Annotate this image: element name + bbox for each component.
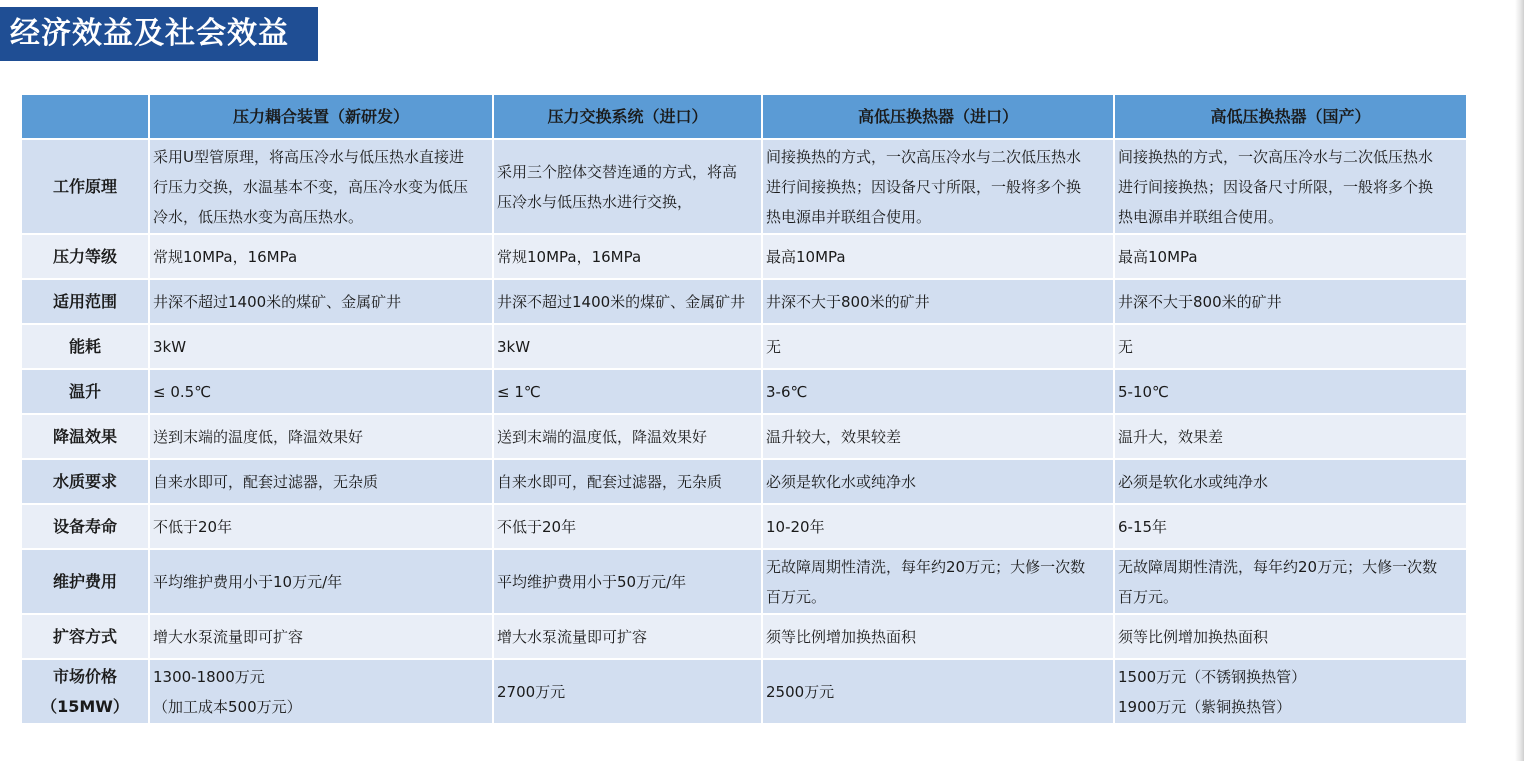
table-cell: [762, 614, 1114, 659]
table-row: [21, 659, 1467, 724]
cell-text-line: ≤ 1℃: [497, 382, 541, 401]
header-cell: 压力耦合装置（新研发）: [149, 94, 493, 139]
cell-text-line: （加工成本500万元）: [153, 697, 302, 716]
row-label-line: 维护费用: [52, 571, 117, 591]
table-row: [21, 459, 1467, 504]
table-cell: [493, 139, 762, 234]
table-cell: [1114, 369, 1467, 414]
cell-text-line: 冷水，低压热水变为高压热水。: [153, 207, 364, 226]
table-cell: [1114, 279, 1467, 324]
cell-text-line: 无故障周期性清洗，每年约20万元；大修一次数: [766, 557, 1086, 576]
table-cell: [493, 614, 762, 659]
table-cell: [1114, 659, 1467, 724]
cell-text-line: 必须是软化水或纯净水: [1118, 472, 1269, 491]
table-cell: [493, 324, 762, 369]
cell-text-line: 不低于20年: [497, 517, 577, 536]
row-label-line: 工作原理: [52, 176, 117, 196]
cell-text-line: 须等比例增加换热面积: [766, 627, 917, 646]
table-cell: [149, 369, 493, 414]
row-label-line: 降温效果: [52, 426, 117, 446]
cell-text-line: 无: [766, 337, 782, 356]
table-cell: [149, 549, 493, 614]
table-cell: [493, 549, 762, 614]
table-row: [21, 614, 1467, 659]
row-label-line: （15MW）: [41, 696, 129, 716]
cell-text-line: 无故障周期性清洗，每年约20万元；大修一次数: [1118, 557, 1438, 576]
cell-text-line: 热电源串并联组合使用。: [1118, 207, 1284, 226]
header-cell: 高低压换热器（进口）: [762, 94, 1114, 139]
row-label-line: 市场价格: [52, 666, 117, 686]
row-label-line: 温升: [68, 381, 101, 401]
table-cell: [1114, 614, 1467, 659]
table-cell: [762, 279, 1114, 324]
table-cell: [149, 659, 493, 724]
cell-text-line: 百万元。: [766, 587, 827, 606]
cell-text-line: ≤ 0.5℃: [153, 382, 212, 401]
cell-text-line: 5-10℃: [1118, 382, 1169, 401]
table-cell: [493, 369, 762, 414]
table-cell: [149, 324, 493, 369]
cell-text-line: 增大水泵流量即可扩容: [497, 627, 648, 646]
row-label: [21, 504, 149, 549]
table-cell: [1114, 234, 1467, 279]
table-cell: [493, 459, 762, 504]
table-row: [21, 504, 1467, 549]
row-label: [21, 459, 149, 504]
cell-text-line: 无: [1118, 337, 1134, 356]
cell-text-line: 常规10MPa，16MPa: [497, 247, 642, 266]
cell-text-line: 2500万元: [766, 682, 835, 701]
cell-text-line: 井深不大于800米的矿井: [766, 292, 930, 311]
cell-text-line: 必须是软化水或纯净水: [766, 472, 917, 491]
cell-text-line: 1500万元（不锈钢换热管）: [1118, 667, 1307, 686]
cell-text-line: 3kW: [497, 337, 531, 356]
table-cell: [762, 504, 1114, 549]
table-cell: [1114, 549, 1467, 614]
table-cell: [762, 414, 1114, 459]
cell-text-line: 增大水泵流量即可扩容: [153, 627, 304, 646]
row-label: [21, 324, 149, 369]
cell-text-line: 自来水即可，配套过滤器，无杂质: [497, 472, 723, 491]
table-cell: [493, 659, 762, 724]
table-cell: [493, 279, 762, 324]
cell-text-line: 自来水即可，配套过滤器，无杂质: [153, 472, 379, 491]
cell-text-line: 须等比例增加换热面积: [1118, 627, 1269, 646]
table-header-row: [21, 94, 1467, 139]
table-cell: [1114, 459, 1467, 504]
row-label-line: 水质要求: [52, 471, 117, 491]
cell-text-line: 最高10MPa: [766, 247, 846, 266]
cell-text-line: 不低于20年: [153, 517, 233, 536]
cell-text-line: 间接换热的方式，一次高压冷水与二次低压热水: [766, 147, 1082, 166]
table-cell: [149, 139, 493, 234]
table-cell: [493, 504, 762, 549]
cell-text-line: 井深不超过1400米的煤矿、金属矿井: [497, 292, 746, 311]
cell-text-line: 井深不大于800米的矿井: [1118, 292, 1282, 311]
table-cell: [762, 659, 1114, 724]
table-row: [21, 549, 1467, 614]
row-label: [21, 659, 149, 724]
table-row: [21, 234, 1467, 279]
table-cell: [149, 504, 493, 549]
cell-text-line: 送到末端的温度低，降温效果好: [497, 427, 708, 446]
row-label: [21, 234, 149, 279]
table-cell: [149, 459, 493, 504]
cell-text-line: 6-15年: [1118, 517, 1168, 536]
table-row: [21, 139, 1467, 234]
table-cell: [149, 414, 493, 459]
cell-text-line: 送到末端的温度低，降温效果好: [153, 427, 364, 446]
table-cell: [762, 139, 1114, 234]
table-cell: [149, 234, 493, 279]
table-cell: [1114, 324, 1467, 369]
cell-text-line: 进行间接换热；因设备尺寸所限，一般将多个换: [766, 177, 1082, 196]
cell-text-line: 压冷水与低压热水进行交换，: [497, 192, 693, 211]
cell-text-line: 温升较大，效果较差: [766, 427, 902, 446]
cell-text-line: 井深不超过1400米的煤矿、金属矿井: [153, 292, 402, 311]
comparison-table: [20, 93, 1468, 725]
cell-text-line: 3-6℃: [766, 382, 808, 401]
cell-text-line: 温升大，效果差: [1118, 427, 1224, 446]
cell-text-line: 3kW: [153, 337, 187, 356]
table-cell: [493, 414, 762, 459]
row-label: [21, 414, 149, 459]
cell-text-line: 平均维护费用小于10万元/年: [153, 572, 343, 591]
cell-text-line: 10-20年: [766, 517, 825, 536]
table-cell: [762, 369, 1114, 414]
row-label-line: 扩容方式: [52, 626, 117, 646]
cell-text-line: 百万元。: [1118, 587, 1179, 606]
page-title: 经济效益及社会效益: [0, 7, 318, 61]
table-cell: [149, 279, 493, 324]
table-row: [21, 279, 1467, 324]
table-cell: [1114, 139, 1467, 234]
table-cell: [762, 459, 1114, 504]
table-row: [21, 414, 1467, 459]
row-label: [21, 549, 149, 614]
table-cell: [762, 324, 1114, 369]
cell-text-line: 1900万元（紫铜换热管）: [1118, 697, 1292, 716]
row-label-line: 能耗: [68, 336, 101, 356]
cell-text-line: 采用三个腔体交替连通的方式，将高: [497, 162, 738, 181]
cell-text-line: 2700万元: [497, 682, 566, 701]
table-cell: [493, 234, 762, 279]
cell-text-line: 平均维护费用小于50万元/年: [497, 572, 687, 591]
cell-text-line: 进行间接换热；因设备尺寸所限，一般将多个换: [1118, 177, 1434, 196]
table-cell: [1114, 414, 1467, 459]
row-label-line: 压力等级: [52, 246, 117, 266]
row-label: [21, 139, 149, 234]
cell-text-line: 行压力交换，水温基本不变，高压冷水变为低压: [153, 177, 469, 196]
cell-text-line: 1300-1800万元: [153, 667, 265, 686]
table-row: [21, 369, 1467, 414]
table-cell: [1114, 504, 1467, 549]
header-cell: [21, 94, 149, 139]
row-label-line: 设备寿命: [52, 516, 117, 536]
row-label-line: 适用范围: [52, 291, 117, 311]
cell-text-line: 最高10MPa: [1118, 247, 1198, 266]
header-cell: 高低压换热器（国产）: [1114, 94, 1467, 139]
row-label: [21, 279, 149, 324]
row-label: [21, 369, 149, 414]
table-cell: [149, 614, 493, 659]
cell-text-line: 热电源串并联组合使用。: [766, 207, 932, 226]
cell-text-line: 常规10MPa，16MPa: [153, 247, 298, 266]
table-cell: [762, 549, 1114, 614]
cell-text-line: 间接换热的方式，一次高压冷水与二次低压热水: [1118, 147, 1434, 166]
right-edge-shadow: [1515, 0, 1524, 761]
table-row: [21, 324, 1467, 369]
row-label: [21, 614, 149, 659]
table-cell: [762, 234, 1114, 279]
cell-text-line: 采用U型管原理，将高压冷水与低压热水直接进: [153, 147, 464, 166]
header-cell: 压力交换系统（进口）: [493, 94, 762, 139]
